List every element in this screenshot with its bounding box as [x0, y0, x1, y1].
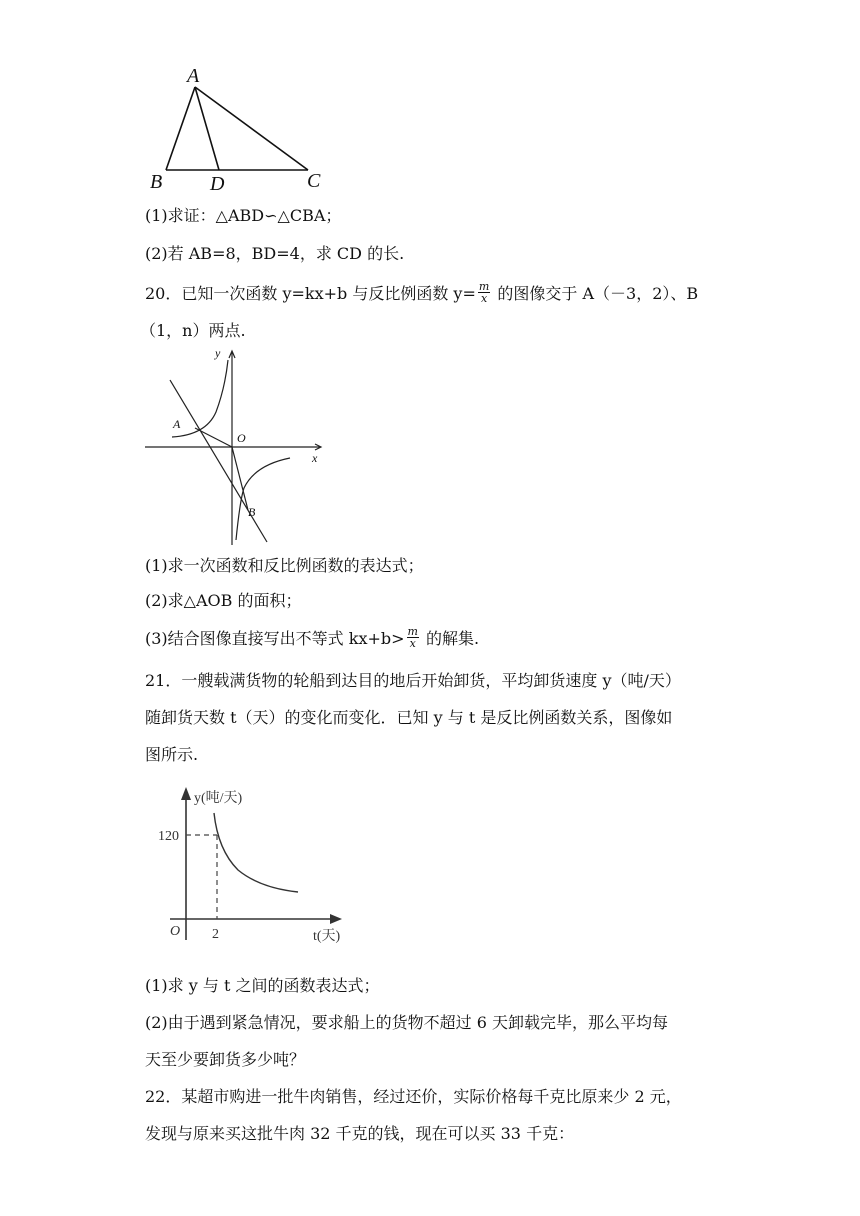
q22-line2: 发现与原来买这批牛肉 32 千克的钱，现在可以买 33 千克： — [145, 1124, 575, 1143]
graph-label-x: x — [312, 451, 318, 465]
graph-label-y: y — [215, 346, 221, 360]
q19-part1: (1)求证：△ABD∽△CBA； — [145, 206, 342, 225]
graph-label-b: B — [248, 505, 256, 519]
hyperbola-branch-lower — [236, 458, 290, 540]
segment-ac — [195, 87, 308, 170]
x-axis-label: t(天) — [313, 929, 341, 944]
q21-unloading-graph — [150, 780, 360, 950]
label-b: B — [150, 171, 163, 193]
x-tick-2: 2 — [212, 927, 219, 942]
segment-ab — [166, 87, 195, 170]
q21-line3: 图所示. — [145, 745, 199, 764]
q20-stem-line1 — [145, 280, 699, 306]
q20-stem-a: 20．已知一次函数 y=kx+b 与反比例函数 y= — [145, 284, 476, 303]
q20-part3-a: (3)结合图像直接写出不等式 kx+b> — [145, 629, 405, 648]
q21-part1: (1)求 y 与 t 之间的函数表达式； — [145, 976, 380, 995]
frac-numerator: m — [407, 625, 418, 638]
frac-numerator: m — [478, 280, 490, 293]
q20-stem-line2: （1，n）两点. — [140, 321, 246, 340]
frac-denominator: x — [481, 292, 488, 305]
label-c: C — [307, 170, 321, 192]
origin-label: O — [170, 924, 181, 939]
label-a: A — [187, 65, 200, 87]
q21-line1: 21．一艘载满货物的轮船到达目的地后开始卸货，平均卸货速度 y（吨/天） — [145, 671, 681, 690]
q20-part3-b: 的解集. — [420, 629, 480, 648]
y-axis-label: y(吨/天) — [194, 791, 243, 806]
frac-denominator: x — [409, 637, 416, 650]
q20-stem-b: 的图像交于 A（－3，2）、B — [492, 284, 699, 303]
segment-ob — [232, 447, 248, 510]
q20-part1: (1)求一次函数和反比例函数的表达式； — [145, 556, 424, 575]
q19-part2: (2)若 AB=8，BD=4，求 CD 的长. — [145, 244, 405, 263]
y-axis-arrow — [181, 787, 191, 800]
q21-part2-line1: (2)由于遇到紧急情况，要求船上的货物不超过 6 天卸载完毕，那么平均每 — [145, 1013, 669, 1032]
segment-ao — [195, 428, 232, 447]
triangle-figure — [140, 60, 340, 195]
q20-stem-fraction — [478, 281, 490, 304]
label-d: D — [210, 173, 225, 195]
q20-part2: (2)求△AOB 的面积； — [145, 591, 302, 610]
graph-label-a: A — [173, 417, 181, 431]
q20-part3 — [145, 625, 480, 651]
segment-ad — [195, 87, 219, 170]
q20-function-graph — [140, 340, 340, 550]
q22-line1: 22．某超市购进一批牛肉销售，经过还价，实际价格每千克比原来少 2 元， — [145, 1087, 682, 1106]
inverse-curve — [214, 813, 298, 892]
graph-label-origin: O — [237, 431, 246, 445]
q21-line2: 随卸货天数 t（天）的变化而变化．已知 y 与 t 是反比例函数关系，图像如 — [145, 708, 673, 727]
q20-part3-fraction — [407, 626, 419, 649]
q21-part2-line2: 天至少要卸货多少吨？ — [145, 1050, 306, 1069]
x-axis-arrow — [330, 914, 342, 924]
y-tick-120: 120 — [158, 829, 179, 844]
